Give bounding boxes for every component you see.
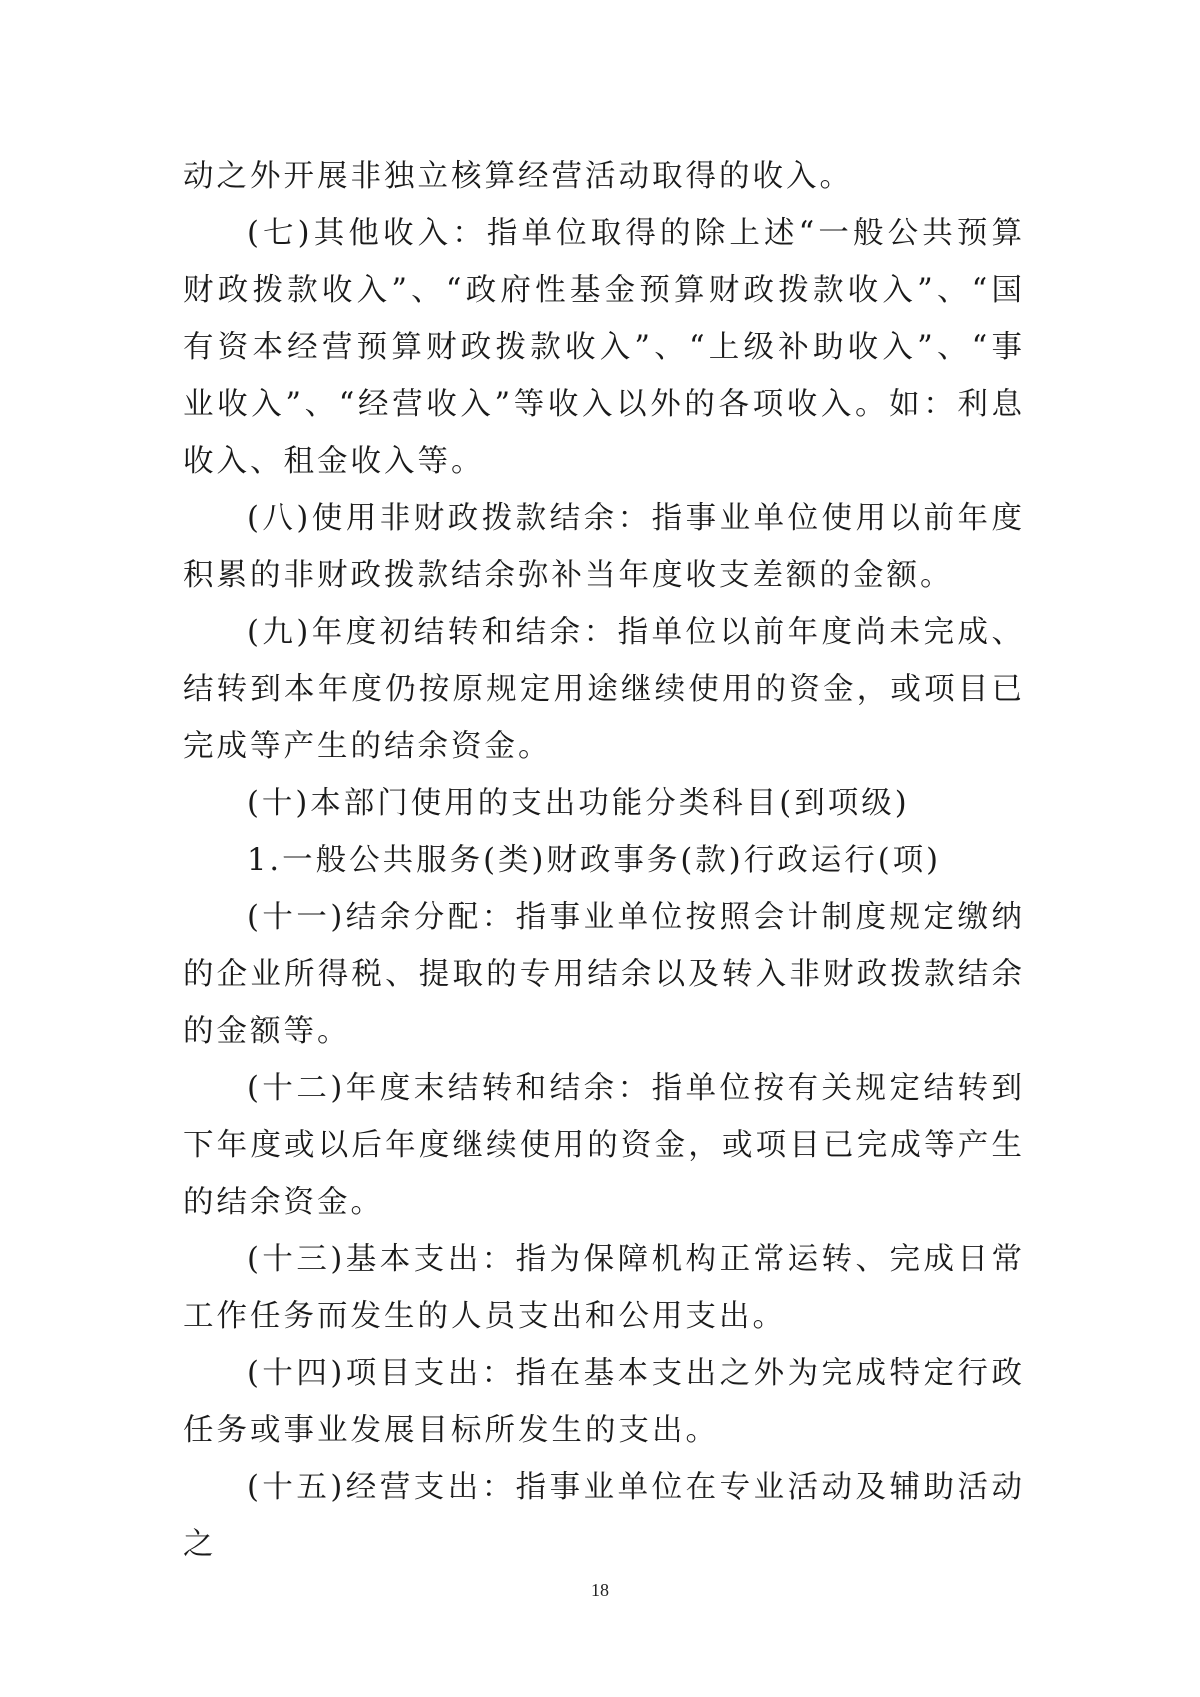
paragraph-non-fiscal-surplus-use: (八)使用非财政拨款结余：指事业单位使用以前年度积累的非财政拨款结余弥补当年度收支差额的金额。 (183, 501, 1025, 593)
paragraph-classification-item-1: 1.一般公共服务(类)财政事务(款)行政运行(项) (247, 843, 941, 878)
paragraph-continuation: 动之外开展非独立核算经营活动取得的收入。 (183, 159, 853, 194)
paragraph-ending-carryover: (十二)年度末结转和结余：指单位按有关规定结转到下年度或以后年度继续使用的资金，或项目已完成等产生的结余资金。 (183, 1071, 1025, 1220)
paragraph-basic-expenditure: (十三)基本支出：指为保障机构正常运转、完成日常工作任务而发生的人员支出和公用支出。 (183, 1242, 1025, 1334)
document-body (183, 148, 1025, 1573)
paragraph-expenditure-classification: (十)本部门使用的支出功能分类科目(到项级) (247, 786, 910, 821)
page-number: 18 (591, 1580, 609, 1600)
paragraph-operating-expenditure: (十五)经营支出：指事业单位在专业活动及辅助活动之 (183, 1470, 1025, 1562)
paragraph-beginning-carryover: (九)年度初结转和结余：指单位以前年度尚未完成、结转到本年度仍按原规定用途继续使用的资金，或项目已完成等产生的结余资金。 (183, 615, 1025, 764)
paragraph-project-expenditure: (十四)项目支出：指在基本支出之外为完成特定行政任务或事业发展目标所发生的支出。 (183, 1356, 1025, 1448)
paragraph-other-income: (七)其他收入：指单位取得的除上述“一般公共预算财政拨款收入”、“政府性基金预算财政拨款收入”、“国有资本经营预算财政拨款收入”、“上级补助收入”、“事业收入”、“经营收入”等收入以外的各项收入。如：利息收入、租金收入等。 (183, 216, 1025, 479)
paragraph-surplus-distribution: (十一)结余分配：指事业单位按照会计制度规定缴纳的企业所得税、提取的专用结余以及转入非财政拨款结余的金额等。 (183, 900, 1025, 1049)
